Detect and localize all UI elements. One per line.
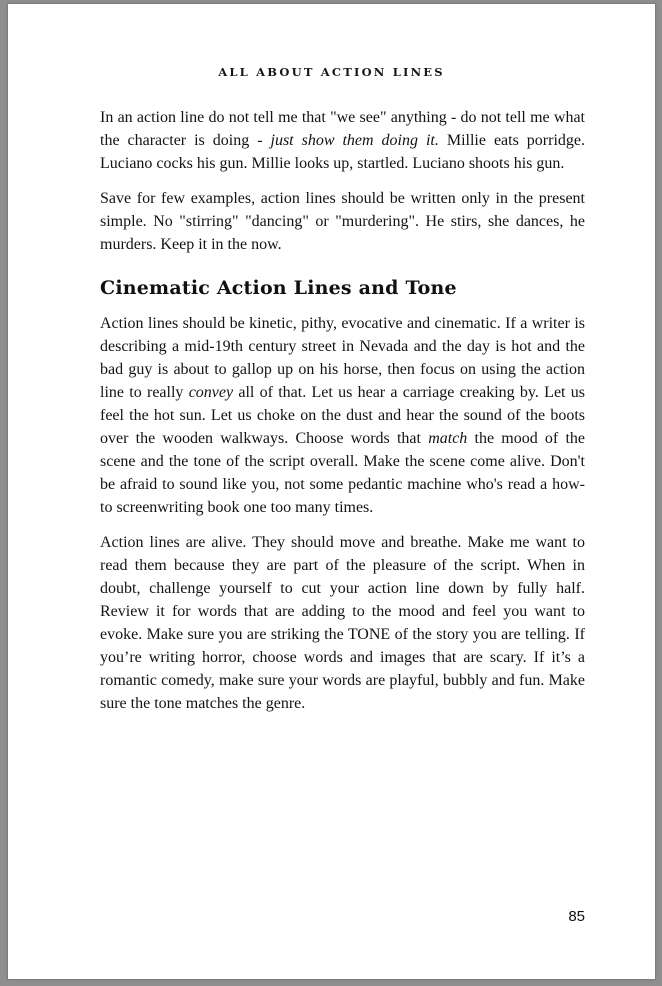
running-head: ALL ABOUT ACTION LINES — [218, 65, 445, 79]
page-number: 85 — [568, 908, 585, 925]
body-text: the mood of the scene and the tone of the script overall. Make the scene come alive. Don't be afraid to sound like you, not some pedantic machine who's read a how-to screenwriting book one too many times. — [100, 430, 585, 516]
intro-paragraphs — [100, 106, 585, 256]
section-heading: Cinematic Action Lines and Tone — [100, 277, 457, 299]
body-text: Millie eats porridge. Luciano cocks his gun. Millie looks up, startled. Luciano shoots his gun. — [100, 132, 586, 172]
body-text: Action lines should be kinetic, pithy, evocative and cinematic. If a writer is describing a mid-19th century street in Nevada and the day is hot and the bad guy is about to gallop up on his horse, then focus on using the action line to really — [100, 315, 585, 401]
paragraph — [100, 187, 585, 256]
book-page — [8, 4, 655, 979]
text-block — [100, 106, 585, 727]
italic-text: just show them doing it. — [270, 132, 439, 149]
paragraph — [100, 531, 585, 715]
body-text: all of that. Let us hear a carriage creaking by. Let us feel the hot sun. Let us choke on the dust and hear the sound of the boots over the wooden walkways. Choose words that — [100, 384, 585, 447]
section-paragraphs — [100, 312, 585, 715]
paragraph — [100, 106, 585, 175]
body-text: Action lines are alive. They should move and breathe. Make me want to read them because they are part of the pleasure of the script. When in doubt, challenge yourself to cut your action line down by fully half. Review it for words that are adding to the mood and feel you want to evoke. Make sure you are striking the TONE of the story you are telling. If you’re writing horror, choose words and images that are scary. If it’s a romantic comedy, make sure your words are playful, bubbly and fun. Make sure the tone matches the genre. — [100, 534, 585, 712]
paragraph — [100, 312, 585, 519]
body-text: Save for few examples, action lines should be written only in the present simple. No "stirring" "dancing" or "murdering". He stirs, she dances, he murders. Keep it in the now. — [100, 190, 585, 253]
italic-text: match — [428, 430, 468, 447]
italic-text: convey — [188, 384, 234, 401]
body-text: In an action line do not tell me that "we see" anything - do not tell me what the character is doing - — [100, 109, 585, 149]
